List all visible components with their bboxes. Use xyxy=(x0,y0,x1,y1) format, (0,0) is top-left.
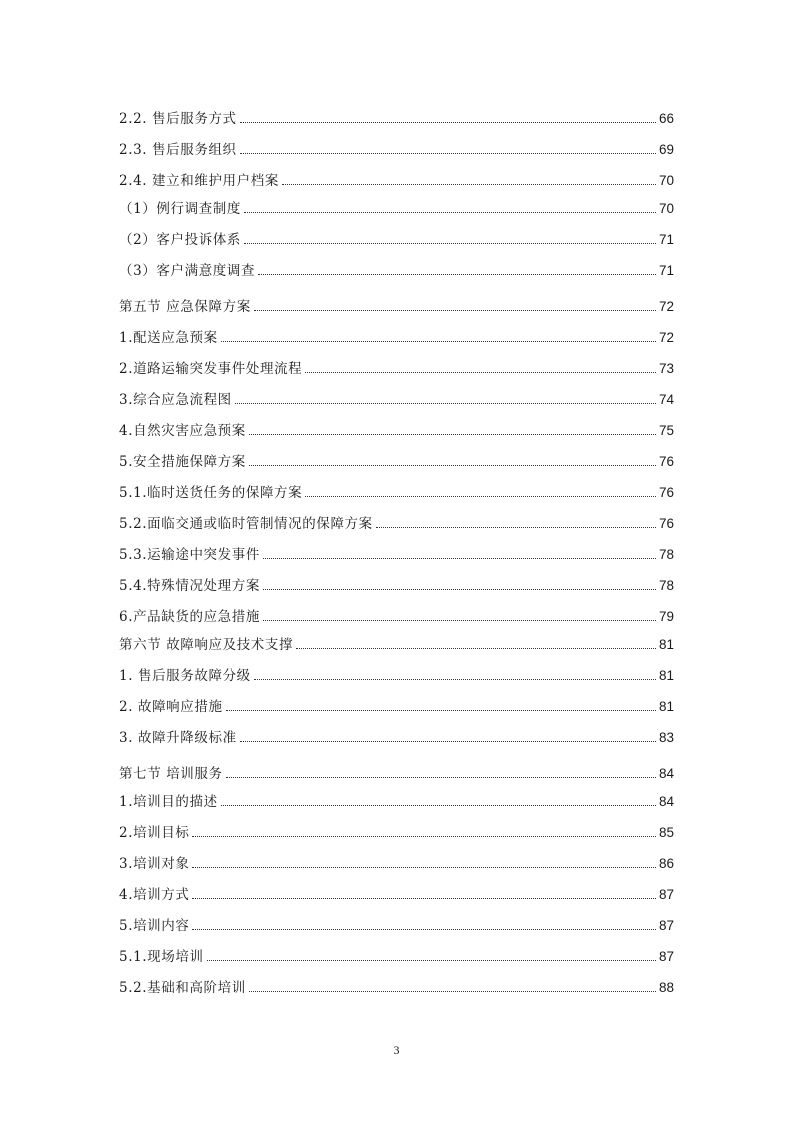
toc-entry-title: 5.4.特殊情况处理方案 xyxy=(119,578,260,594)
toc-entry[interactable] xyxy=(119,470,674,501)
toc-entry[interactable] xyxy=(119,189,674,217)
toc-entry-page: 83 xyxy=(658,730,674,745)
toc-entry-title: 5.安全措施保障方案 xyxy=(119,454,246,470)
toc-entry-page: 88 xyxy=(658,980,674,995)
toc-leader-dots xyxy=(240,122,656,123)
toc-leader-dots xyxy=(207,960,656,961)
toc-leader-dots xyxy=(305,496,656,497)
toc-entry-page: 72 xyxy=(658,330,674,345)
toc-entry[interactable] xyxy=(119,377,674,408)
toc-entry-title: 1.培训目的描述 xyxy=(119,794,218,810)
toc-leader-dots xyxy=(192,929,655,930)
toc-entry-title: 第六节 故障响应及技术支撑 xyxy=(119,637,294,653)
toc-entry-page: 71 xyxy=(658,232,674,247)
toc-entry-page: 73 xyxy=(658,361,674,376)
toc-entry[interactable] xyxy=(119,903,674,934)
toc-leader-dots xyxy=(254,679,656,680)
toc-leader-dots xyxy=(235,403,656,404)
toc-entry[interactable] xyxy=(119,684,674,715)
toc-entry-page: 66 xyxy=(658,111,674,126)
toc-entry[interactable] xyxy=(119,217,674,248)
toc-entry-title: 2.3. 售后服务组织 xyxy=(119,142,237,158)
toc-entry[interactable] xyxy=(119,315,674,346)
toc-entry-title: 5.1.现场培训 xyxy=(119,949,204,965)
toc-entry-page: 81 xyxy=(658,668,674,683)
toc-entry-page: 74 xyxy=(658,392,674,407)
toc-entry[interactable] xyxy=(119,408,674,439)
toc-entry-title: 1. 售后服务故障分级 xyxy=(119,668,251,684)
toc-leader-dots xyxy=(240,153,656,154)
toc-entry-page: 84 xyxy=(658,794,674,809)
toc-entry[interactable] xyxy=(119,563,674,594)
toc-entry-page: 84 xyxy=(658,766,674,781)
toc-entry-title: 2.道路运输突发事件处理流程 xyxy=(119,361,303,377)
toc-entry-page: 76 xyxy=(658,454,674,469)
toc-leader-dots xyxy=(226,777,656,778)
toc-leader-dots xyxy=(240,741,656,742)
toc-leader-dots xyxy=(249,991,656,992)
toc-entry-title: 5.1.临时送货任务的保障方案 xyxy=(119,485,303,501)
toc-leader-dots xyxy=(192,867,655,868)
toc-leader-dots xyxy=(282,184,656,185)
toc-entry-page: 87 xyxy=(658,949,674,964)
toc-leader-dots xyxy=(263,558,656,559)
toc-entry-page: 75 xyxy=(658,423,674,438)
toc-entry-title: 4.培训方式 xyxy=(119,887,190,903)
toc-leader-dots xyxy=(192,898,655,899)
toc-entry[interactable] xyxy=(119,782,674,810)
toc-entry-title: （1）例行调查制度 xyxy=(119,201,241,217)
toc-entry[interactable] xyxy=(119,594,674,625)
page-number: 3 xyxy=(393,1043,400,1057)
toc-entry-page: 72 xyxy=(658,299,674,314)
toc-leader-dots xyxy=(263,589,656,590)
toc-leader-dots xyxy=(296,648,656,649)
toc-leader-dots xyxy=(192,836,655,837)
toc-entry-page: 85 xyxy=(658,825,674,840)
table-of-contents xyxy=(119,96,674,996)
toc-entry-title: 3.综合应急流程图 xyxy=(119,392,232,408)
toc-leader-dots xyxy=(376,527,656,528)
toc-entry[interactable] xyxy=(119,127,674,158)
toc-leader-dots xyxy=(226,710,656,711)
toc-entry[interactable] xyxy=(119,279,674,315)
toc-entry-page: 87 xyxy=(658,918,674,933)
toc-entry-page: 69 xyxy=(658,142,674,157)
toc-leader-dots xyxy=(249,434,656,435)
toc-entry-title: 5.3.运输途中突发事件 xyxy=(119,547,260,563)
toc-entry[interactable] xyxy=(119,346,674,377)
toc-leader-dots xyxy=(263,620,656,621)
toc-entry[interactable] xyxy=(119,810,674,841)
toc-entry[interactable] xyxy=(119,501,674,532)
toc-leader-dots xyxy=(254,310,656,311)
toc-entry-page: 81 xyxy=(658,699,674,714)
toc-entry-title: 3. 故障升降级标准 xyxy=(119,730,237,746)
toc-entry-title: （3）客户满意度调查 xyxy=(119,263,256,279)
toc-entry[interactable] xyxy=(119,439,674,470)
toc-entry-title: 2.2. 售后服务方式 xyxy=(119,111,237,127)
toc-entry-title: 4.自然灾害应急预案 xyxy=(119,423,246,439)
toc-entry-page: 81 xyxy=(658,637,674,652)
toc-entry[interactable] xyxy=(119,934,674,965)
toc-leader-dots xyxy=(258,274,656,275)
toc-entry-title: 2.4. 建立和维护用户档案 xyxy=(119,173,279,189)
toc-entry[interactable] xyxy=(119,872,674,903)
toc-entry-title: （2）客户投诉体系 xyxy=(119,232,241,248)
toc-entry-page: 70 xyxy=(658,201,674,216)
toc-entry[interactable] xyxy=(119,96,674,127)
toc-entry[interactable] xyxy=(119,625,674,653)
toc-entry-page: 71 xyxy=(658,263,674,278)
toc-entry-page: 78 xyxy=(658,547,674,562)
toc-entry-title: 5.2.基础和高阶培训 xyxy=(119,980,246,996)
toc-entry-title: 第五节 应急保障方案 xyxy=(119,299,251,315)
toc-leader-dots xyxy=(244,243,656,244)
toc-entry-title: 2.培训目标 xyxy=(119,825,190,841)
toc-entry-title: 3.培训对象 xyxy=(119,856,190,872)
toc-entry-page: 86 xyxy=(658,856,674,871)
toc-leader-dots xyxy=(221,341,656,342)
toc-entry-title: 第七节 培训服务 xyxy=(119,766,223,782)
toc-entry-title: 5.培训内容 xyxy=(119,918,190,934)
toc-entry[interactable] xyxy=(119,532,674,563)
toc-leader-dots xyxy=(221,805,656,806)
toc-entry[interactable] xyxy=(119,715,674,746)
toc-entry-page: 78 xyxy=(658,578,674,593)
toc-entry[interactable] xyxy=(119,248,674,279)
toc-entry-title: 2. 故障响应措施 xyxy=(119,699,223,715)
toc-entry-page: 79 xyxy=(658,609,674,624)
toc-entry-title: 5.2.面临交通或临时管制情况的保障方案 xyxy=(119,516,373,532)
toc-leader-dots xyxy=(305,372,656,373)
toc-entry-page: 76 xyxy=(658,516,674,531)
toc-entry-title: 1.配送应急预案 xyxy=(119,330,218,346)
toc-entry[interactable] xyxy=(119,746,674,782)
toc-entry[interactable] xyxy=(119,841,674,872)
toc-entry-title: 6.产品缺货的应急措施 xyxy=(119,609,260,625)
toc-entry[interactable] xyxy=(119,965,674,996)
toc-entry[interactable] xyxy=(119,653,674,684)
toc-entry-page: 70 xyxy=(658,173,674,188)
toc-leader-dots xyxy=(249,465,656,466)
toc-leader-dots xyxy=(244,212,656,213)
toc-entry-page: 87 xyxy=(658,887,674,902)
toc-entry[interactable] xyxy=(119,158,674,189)
toc-entry-page: 76 xyxy=(658,485,674,500)
